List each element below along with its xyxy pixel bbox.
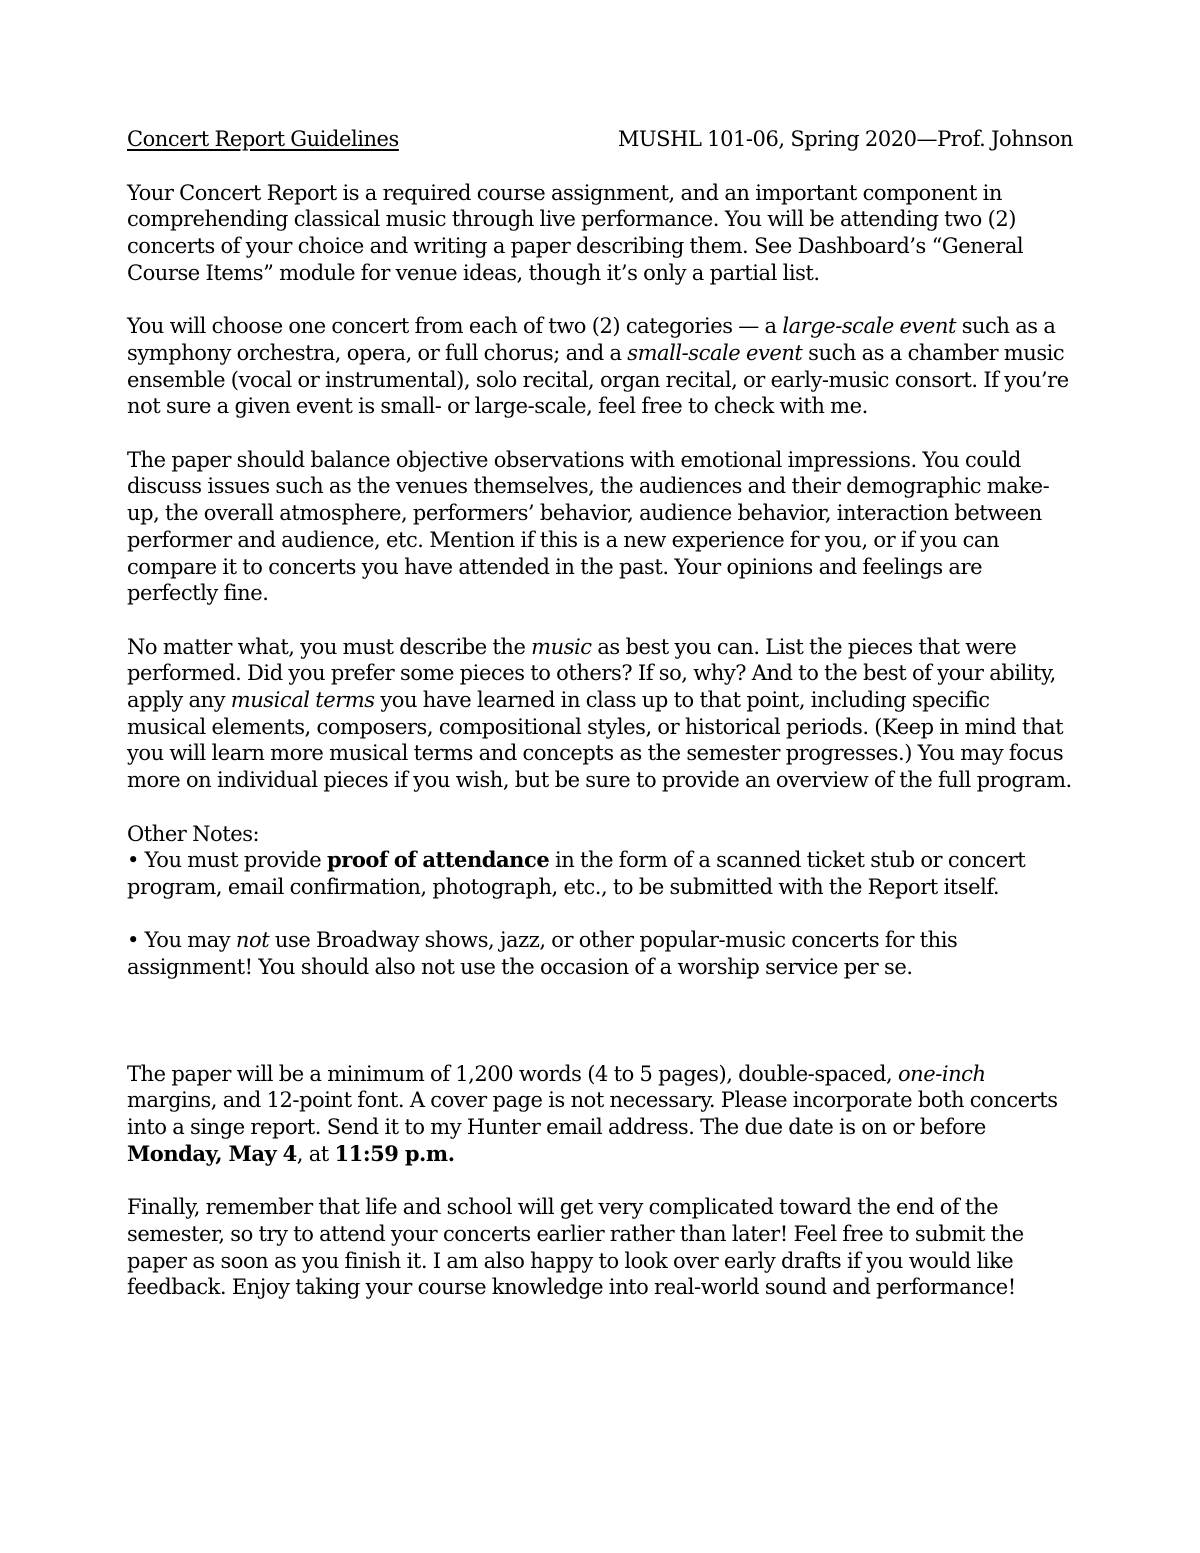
note-excluded-events — [127, 927, 1073, 980]
other-notes-heading: Other Notes: — [127, 821, 260, 846]
due-date: Monday, May 4 — [127, 1140, 297, 1166]
musical-terms-term: musical terms — [230, 688, 375, 713]
note1-text-1: • You must provide — [127, 848, 327, 873]
note2-text-1: • You may — [127, 928, 236, 953]
categories-text-2: such as a symphony orchestra, opera, or full chorus; and a — [127, 314, 1056, 365]
one-inch-term: one-inch — [897, 1061, 986, 1086]
due-time: 11:59 p.m. — [334, 1140, 455, 1166]
large-scale-term: large-scale event — [782, 314, 956, 339]
not-term: not — [235, 928, 270, 953]
course-info: MUSHL 101-06, Spring 2020—Prof. Johnson — [617, 127, 1073, 151]
balance-paragraph: The paper should balance objective observations with emotional impressions. You could discuss issues such as the venues themselves, the audiences and their demographic make-up, the overall atmosphere, performers’ behavior, audience behavior, interaction between performer and audience, etc. Mention if this is a new experience for you, or if you can compare it to concerts you have attended in the past. Your opinions and feelings are perfectly fine. — [127, 447, 1050, 606]
document-page — [127, 126, 1073, 1328]
note2-text-2: use Broadway shows, jazz, or other popular-music concerts for this assignment! You should also not use the occasion of a worship service per se. — [127, 928, 958, 980]
music-paragraph — [127, 634, 1073, 794]
music-term: music — [531, 634, 592, 659]
categories-paragraph — [127, 313, 1073, 420]
note-proof-of-attendance — [127, 847, 1073, 900]
music-text-2: as best you can. List the pieces that were performed. Did you prefer some pieces to others? If so, why? And to the best of your ability, apply any — [127, 634, 1056, 713]
format-paragraph — [127, 1061, 1073, 1168]
categories-text-3: such as a chamber music ensemble (vocal or instrumental), solo recital, organ recital, or early-music consort. If you’re not sure a given event is small- or large-scale, feel free to check with me. — [127, 340, 1069, 419]
music-text-1: No matter what, you must describe the — [127, 634, 532, 659]
document-title: Concert Report Guidelines — [127, 127, 399, 151]
music-text-3: you have learned in class up to that point, including specific musical elements, composers, compositional styles, or historical periods. (Keep in mind that you will learn more musical terms and concepts as the semester progresses.) You may focus more on individual pieces if you wish, but be sure to provide an overview of the full program. — [127, 688, 1072, 793]
closing-paragraph: Finally, remember that life and school will get very complicated toward the end of the semester, so try to attend your concerts earlier rather than later! Feel free to submit the paper as soon as you finish it. I am also happy to look over early drafts if you would like feedback. Enjoy taking your course knowledge into real-world sound and performance! — [127, 1195, 1024, 1300]
document-header — [127, 126, 1073, 153]
format-text-1: The paper will be a minimum of 1,200 words (4 to 5 pages), double-spaced, — [127, 1061, 898, 1086]
format-text-2: margins, and 12-point font. A cover page is not necessary. Please incorporate both concerts into a singe report. Send it to my Hunter email address. The due date is on or before — [127, 1088, 1058, 1140]
small-scale-term: small-scale event — [627, 340, 803, 365]
note1-text-2: in the form of a scanned ticket stub or concert program, email confirmation, photograph, etc., to be submitted with the Report itself. — [127, 848, 1026, 899]
proof-of-attendance-term: proof of attendance — [326, 847, 550, 873]
spacer — [127, 981, 1073, 1061]
categories-text-1: You will choose one concert from each of two (2) categories — a — [127, 314, 783, 339]
intro-paragraph: Your Concert Report is a required course assignment, and an important component in comprehending classical music through live performance. You will be attending two (2) concerts of your choice and writing a paper describing them. See Dashboard’s “General Course Items” module for venue ideas, though it’s only a partial list. — [127, 180, 1024, 285]
format-text-3: , at — [296, 1141, 335, 1166]
